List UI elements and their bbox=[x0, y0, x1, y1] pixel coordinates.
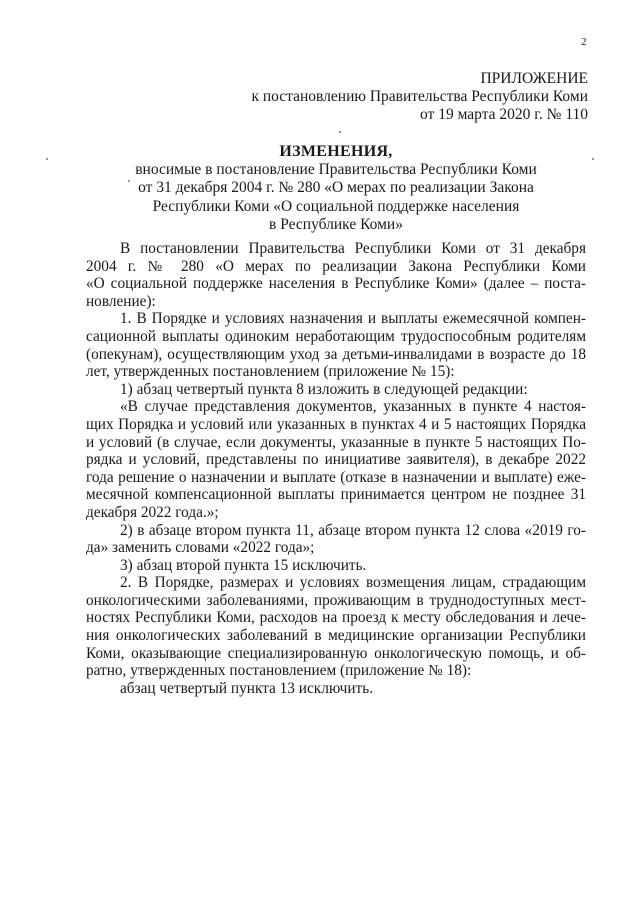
heading-title: ИЗМЕНЕНИЯ, bbox=[279, 143, 393, 160]
body-line: лет, утвержденных постановлением (приложение № 15): bbox=[86, 363, 455, 381]
document-body bbox=[86, 240, 586, 697]
body-line: 1. В Порядке и условиях назначения и выплаты ежемесячной компен- bbox=[120, 310, 586, 328]
appendix-block bbox=[251, 70, 588, 124]
scan-speck bbox=[592, 158, 594, 160]
heading-line: в Республике Коми» bbox=[269, 216, 403, 234]
page-number: 2 bbox=[581, 36, 587, 48]
scan-speck bbox=[339, 131, 341, 133]
appendix-title: ПРИЛОЖЕНИЕ bbox=[480, 70, 588, 87]
body-line: новление): bbox=[86, 292, 156, 310]
body-line: ностях Республики Коми, расходов на проезд к месту обследования и лече- bbox=[86, 609, 586, 627]
body-line: года решение о назначении и выплате (отказе в назначении и выплате) еже- bbox=[86, 468, 586, 486]
body-line: Коми, оказывающие специализированную онкологическую помощь, и об- bbox=[86, 644, 586, 662]
body-line: 2004 г. № 280 «О мерах по реализации Закона Республики Коми bbox=[86, 257, 586, 275]
heading-line: вносимые в постановление Правительства Республики Коми bbox=[135, 161, 537, 178]
body-line: ния онкологических заболеваний в медицинские организации Республики bbox=[86, 627, 586, 645]
body-line: 2. В Порядке, размерах и условиях возмещения лицам, страдающим bbox=[120, 574, 586, 592]
body-line: щих Порядка и условий или указанных в пунктах 4 и 5 настоящих Порядка bbox=[86, 415, 586, 433]
body-line: В постановлении Правительства Республики Коми от 31 декабря bbox=[120, 240, 586, 257]
body-line: декабря 2022 года.»; bbox=[86, 503, 219, 521]
body-line: абзац четвертый пункта 13 исключить. bbox=[120, 679, 374, 697]
heading-line: Республики Коми «О социальной поддержке населения bbox=[152, 197, 520, 215]
body-line: и условий (в случае, если документы, указанные в пункте 5 настоящих По- bbox=[86, 433, 586, 451]
body-line: месячной компенсационной выплаты принимается центром не позднее 31 bbox=[86, 486, 586, 504]
body-line: сационной выплаты одиноким неработающим трудоспособным родителям bbox=[86, 327, 586, 345]
appendix-resolution-line: к постановлению Правительства Республики Коми bbox=[251, 88, 588, 105]
body-line: 3) абзац второй пункта 15 исключить. bbox=[120, 556, 367, 574]
document-heading bbox=[86, 142, 586, 235]
body-line: «В случае представления документов, указанных в пункте 4 настоя- bbox=[120, 398, 586, 416]
scan-speck bbox=[128, 180, 130, 182]
body-line: 1) абзац четвертый пункта 8 изложить в следующей редакции: bbox=[120, 380, 528, 398]
body-line: ратно, утвержденных постановлением (приложение № 18): bbox=[86, 662, 472, 680]
heading-line: от 31 декабря 2004 г. № 280 «О мерах по реализации Закона bbox=[138, 179, 534, 197]
body-line: да» заменить словами «2022 года»; bbox=[86, 539, 315, 557]
appendix-date-line: от 19 марта 2020 г. № 110 bbox=[420, 106, 588, 123]
body-line: онкологическими заболеваниями, проживающим в труднодоступных мест- bbox=[86, 591, 586, 609]
body-line: рядка и условий, представлены по инициативе заявителя), в декабре 2022 bbox=[86, 451, 586, 469]
body-line: (опекунам), осуществляющим уход за детьми-инвалидами в возрасте до 18 bbox=[86, 345, 586, 363]
scan-speck bbox=[46, 158, 48, 160]
body-line: 2) в абзаце втором пункта 11, абзаце втором пункта 12 слова «2019 го- bbox=[120, 521, 586, 539]
body-line: «О социальной поддержке населения в Республике Коми» (далее – поста- bbox=[86, 275, 586, 293]
